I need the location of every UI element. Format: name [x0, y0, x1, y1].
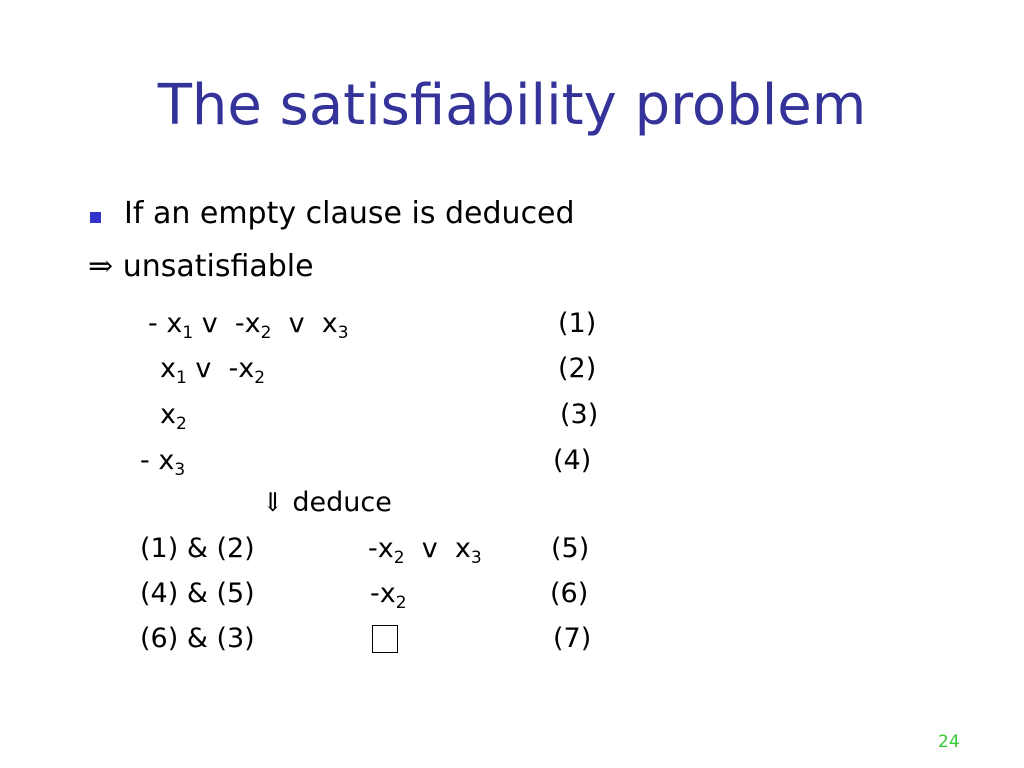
- resolution-5-source: (1) & (2): [140, 533, 255, 564]
- resolution-6-label: (6): [550, 578, 589, 609]
- implies-arrow-icon: ⇒: [88, 249, 114, 284]
- resolution-7-label: (7): [553, 623, 592, 654]
- slide-title: The satisfiability problem: [157, 73, 867, 138]
- clause-1-label: (1): [558, 308, 597, 339]
- bullet-text: If an empty clause is deduced: [124, 196, 575, 231]
- implies-line: [88, 249, 314, 285]
- resolution-5-result: $-x_2$ v $x_3$: [368, 533, 482, 568]
- empty-clause-box-icon: [372, 625, 398, 653]
- clause-4-label: (4): [553, 445, 592, 476]
- deduce-text: deduce: [292, 487, 392, 518]
- clause-4-formula: - $x_3$: [140, 445, 186, 480]
- page-number: 24: [938, 732, 960, 752]
- down-arrow-icon: ⇓: [262, 488, 284, 518]
- clause-2-label: (2): [558, 353, 597, 384]
- clause-2-formula: $x_1$ v $-x_2$: [160, 353, 266, 388]
- clause-1-formula: - $x_1$ v $-x_2$ v $x_3$: [148, 308, 349, 343]
- clause-3-formula: $x_2$: [160, 399, 187, 434]
- deduce-line: [262, 486, 392, 520]
- resolution-6-result: $-x_2$: [370, 578, 407, 613]
- resolution-5-label: (5): [551, 533, 590, 564]
- bullet-square-icon: [90, 212, 101, 223]
- implies-text: unsatisfiable: [122, 249, 314, 284]
- resolution-7-source: (6) & (3): [140, 623, 255, 654]
- clause-3-label: (3): [560, 399, 599, 430]
- resolution-6-source: (4) & (5): [140, 578, 255, 609]
